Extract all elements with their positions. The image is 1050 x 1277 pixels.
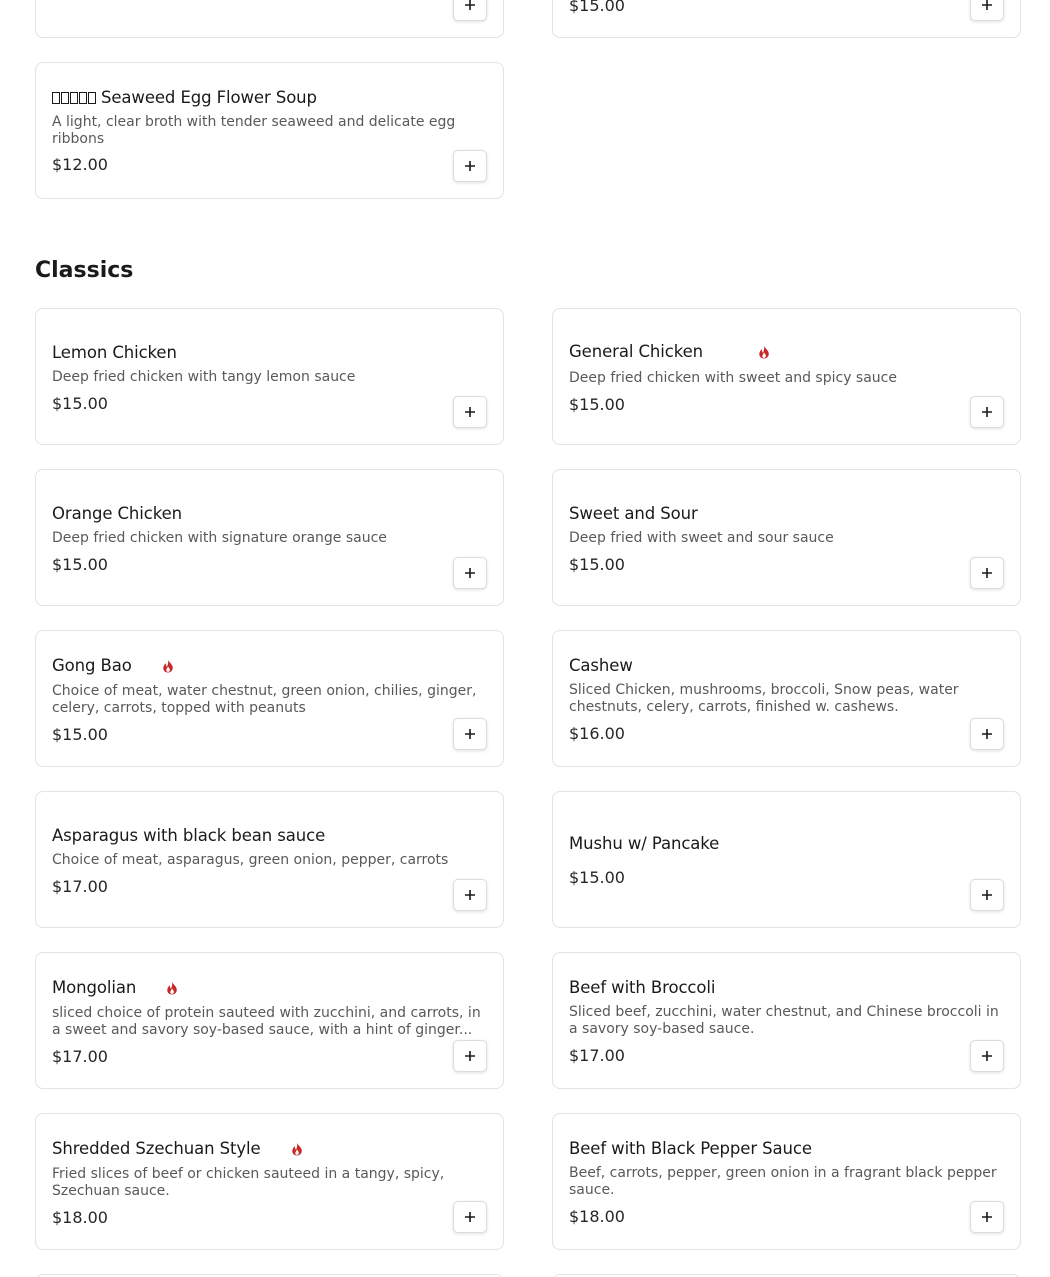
item-price: $16.00 <box>569 724 625 743</box>
add-item-button[interactable] <box>970 1040 1004 1072</box>
item-price: $15.00 <box>569 868 625 887</box>
menu-item-card[interactable] <box>552 1113 1021 1250</box>
menu-item-card[interactable] <box>552 630 1021 767</box>
item-title-row <box>569 1139 812 1158</box>
menu-item-card[interactable] <box>35 308 504 445</box>
item-price <box>52 0 108 1</box>
add-item-button[interactable] <box>453 396 487 428</box>
item-name: Mongolian <box>52 978 137 997</box>
card-content <box>52 0 487 37</box>
item-name: Seaweed Egg Flower Soup <box>101 88 317 107</box>
plus-icon <box>981 889 993 901</box>
card-content <box>569 470 1004 605</box>
item-description: A light, clear broth with tender seaweed and delicate egg ribbons <box>52 114 456 147</box>
item-description: Deep fried chicken with sweet and spicy sauce <box>569 370 897 386</box>
plus-icon <box>981 567 993 579</box>
plus-icon <box>981 728 993 740</box>
plus-icon <box>981 0 993 11</box>
item-description: Deep fried with sweet and sour sauce <box>569 530 834 546</box>
card-content <box>52 1114 487 1249</box>
item-title-row <box>569 342 770 361</box>
item-title-row <box>569 978 715 997</box>
plus-icon <box>981 1050 993 1062</box>
card-content <box>569 1114 1004 1249</box>
item-name: Sweet and Sour <box>569 504 698 523</box>
add-item-button[interactable] <box>970 879 1004 911</box>
item-name: Mushu w/ Pancake <box>569 834 720 853</box>
plus-icon <box>464 160 476 172</box>
item-price: $17.00 <box>52 1047 108 1066</box>
add-item-button[interactable] <box>970 718 1004 750</box>
card-content <box>569 792 1004 927</box>
add-item-button[interactable] <box>970 1201 1004 1233</box>
item-title-row <box>52 343 177 362</box>
item-title-row <box>569 834 719 853</box>
item-name: Asparagus with black bean sauce <box>52 826 326 845</box>
add-item-button[interactable] <box>453 0 487 21</box>
card-content <box>569 0 1004 37</box>
item-name: Cashew <box>569 656 633 675</box>
item-title-row <box>52 504 182 523</box>
item-price: $18.00 <box>52 1208 108 1227</box>
spicy-flame-icon <box>758 345 770 359</box>
add-item-button[interactable] <box>970 396 1004 428</box>
menu-item-card[interactable] <box>552 952 1021 1089</box>
item-description: Sliced Chicken, mushrooms, broccoli, Snow peas, water chestnuts, celery, carrots, finished w. cashews. <box>569 682 959 715</box>
item-description: Choice of meat, asparagus, green onion, pepper, carrots <box>52 852 449 868</box>
menu-item-card[interactable] <box>35 62 504 199</box>
menu-item-card[interactable] <box>35 469 504 606</box>
menu-item-card[interactable] <box>35 791 504 928</box>
card-content <box>569 309 1004 444</box>
item-name: Beef with Broccoli <box>569 978 716 997</box>
menu-item-card[interactable] <box>552 469 1021 606</box>
plus-icon <box>464 1211 476 1223</box>
item-price: $17.00 <box>569 1046 625 1065</box>
item-price: $15.00 <box>569 555 625 574</box>
menu-item-card[interactable] <box>35 1113 504 1250</box>
item-description: Fried slices of beef or chicken sauteed in a tangy, spicy, Szechuan sauce. <box>52 1166 445 1199</box>
item-title-row <box>52 656 174 675</box>
item-name: Shredded Szechuan Style <box>52 1139 261 1158</box>
item-price: $12.00 <box>52 155 108 174</box>
item-description: sliced choice of protein sauteed with zucchini, and carrots, in a sweet and savory soy-based sauce, with a hint of ginger... <box>52 1005 481 1038</box>
add-item-button[interactable] <box>453 1040 487 1072</box>
item-description: Deep fried chicken with signature orange sauce <box>52 530 387 546</box>
spicy-flame-icon <box>291 1142 303 1156</box>
card-content <box>52 63 487 198</box>
item-title-row <box>52 826 325 845</box>
section-title: Classics <box>35 258 134 283</box>
menu-item-card[interactable] <box>35 630 504 767</box>
item-price: $15.00 <box>569 395 625 414</box>
card-content <box>52 309 487 444</box>
plus-icon <box>464 567 476 579</box>
card-content <box>52 470 487 605</box>
add-item-button[interactable] <box>453 150 487 182</box>
plus-icon <box>981 1211 993 1223</box>
card-content <box>569 631 1004 766</box>
spicy-flame-icon <box>166 981 178 995</box>
card-content <box>52 953 487 1088</box>
item-price: $17.00 <box>52 877 108 896</box>
menu-item-card[interactable] <box>35 952 504 1089</box>
menu-item-card[interactable] <box>552 308 1021 445</box>
plus-icon <box>464 0 476 11</box>
item-name: Beef with Black Pepper Sauce <box>569 1139 812 1158</box>
item-name: Gong Bao <box>52 656 132 675</box>
menu-item-card[interactable] <box>552 0 1021 38</box>
item-price: $15.00 <box>52 725 108 744</box>
plus-icon <box>464 889 476 901</box>
item-name: Lemon Chicken <box>52 343 177 362</box>
item-price: $18.00 <box>569 1207 625 1226</box>
card-content <box>52 631 487 766</box>
add-item-button[interactable] <box>453 718 487 750</box>
plus-icon <box>464 1050 476 1062</box>
menu-item-card[interactable] <box>35 0 504 38</box>
card-content <box>569 953 1004 1088</box>
add-item-button[interactable] <box>970 0 1004 21</box>
item-title-row <box>52 1139 303 1158</box>
add-item-button[interactable] <box>453 1201 487 1233</box>
item-price: $15.00 <box>569 0 625 15</box>
plus-icon <box>464 406 476 418</box>
item-description: Deep fried chicken with tangy lemon sauce <box>52 369 356 385</box>
item-title-row <box>569 656 633 675</box>
plus-icon <box>981 406 993 418</box>
item-name: Orange Chicken <box>52 504 183 523</box>
item-description: Sliced beef, zucchini, water chestnut, and Chinese broccoli in a savory soy-based sauce. <box>569 1004 999 1037</box>
item-description: Choice of meat, water chestnut, green onion, chilies, ginger, celery, carrots, topped with peanuts <box>52 683 477 716</box>
missing-glyphs <box>52 92 96 104</box>
item-price: $15.00 <box>52 394 108 413</box>
menu-item-card[interactable] <box>552 791 1021 928</box>
plus-icon <box>464 728 476 740</box>
add-item-button[interactable] <box>453 557 487 589</box>
add-item-button[interactable] <box>970 557 1004 589</box>
card-content <box>52 792 487 927</box>
spicy-flame-icon <box>162 659 174 673</box>
item-title-row <box>52 978 178 997</box>
item-description: Beef, carrots, pepper, green onion in a fragrant black pepper sauce. <box>569 1165 997 1198</box>
item-price: $15.00 <box>52 555 108 574</box>
item-title-row <box>569 504 698 523</box>
add-item-button[interactable] <box>453 879 487 911</box>
item-title-row <box>52 88 317 107</box>
item-name: General Chicken <box>569 342 703 361</box>
